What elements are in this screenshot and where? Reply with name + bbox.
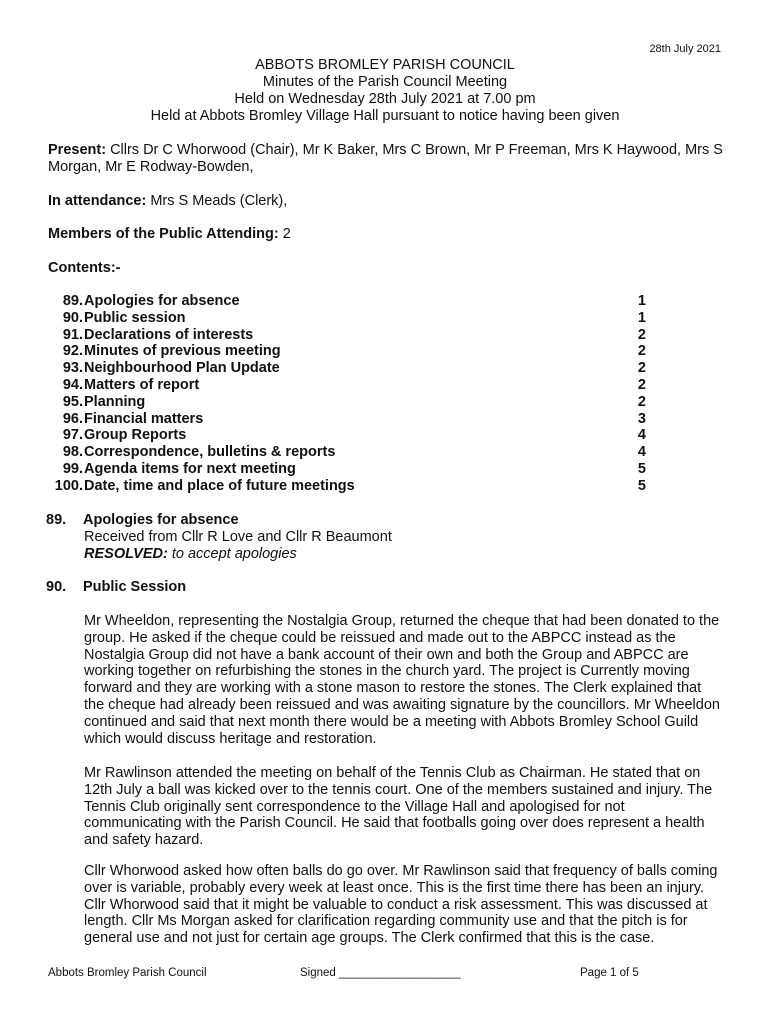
footer-council: Abbots Bromley Parish Council (48, 967, 207, 979)
contents-item-num: 90. (62, 309, 83, 326)
contents-item (46, 360, 646, 377)
contents-item (46, 427, 646, 444)
contents-heading (48, 260, 728, 277)
contents-item-page: 3 (637, 410, 646, 427)
contents-item-num: 92. (62, 343, 83, 360)
contents-item (46, 461, 646, 478)
contents-item-page: 4 (637, 427, 646, 444)
footer-page-number: Page 1 of 5 (580, 967, 639, 979)
paragraph-text: Cllr Whorwood asked how often balls do go over. Mr Rawlinson said that frequency of balls coming over is variable, probably every week at least once. This is the first time there has been an injury. Cllr Whorwood said that it might be valuable to conduct a risk assessment. This was discussed at length. Cllr Ms Morgan asked for clarification regarding community use and that the pitch is for general use and not just for certain age groups. The Clerk confirmed that this is the case. (84, 863, 718, 947)
contents-item-num: 100. (54, 477, 83, 494)
contents-item-label: Group Reports (84, 427, 187, 444)
council-name: ABBOTS BROMLEY PARISH COUNCIL (255, 57, 515, 73)
contents-item-num: 97. (62, 427, 83, 444)
present-text: Cllrs Dr C Whorwood (Chair), Mr K Baker, Mrs C Brown, Mr P Freeman, Mrs K Haywood, Mrs S Morgan, Mr E Rodway-Bowden, (48, 142, 723, 175)
contents-item-label: Minutes of previous meeting (84, 343, 281, 360)
contents-item-page: 2 (637, 343, 646, 360)
resolved-text: to accept apologies (167, 546, 297, 562)
contents-item-num: 99. (62, 460, 83, 477)
section-90-heading (46, 579, 186, 595)
contents-item-page: 2 (637, 360, 646, 377)
contents-item-num: 96. (62, 410, 83, 427)
contents-item-page: 2 (637, 326, 646, 343)
attendance-label: In attendance: (48, 193, 147, 209)
contents-item-label: Matters of report (84, 376, 200, 393)
contents-item (46, 327, 646, 344)
resolution (84, 546, 724, 563)
section-90-paragraph-1 (84, 613, 724, 747)
contents-item-num: 89. (62, 293, 83, 309)
attendance-text: Mrs S Meads (Clerk), (150, 193, 288, 209)
contents-item-label: Agenda items for next meeting (84, 460, 296, 477)
section-number: 89. (46, 512, 67, 528)
section-number: 90. (46, 579, 67, 595)
contents-item-page: 5 (637, 477, 646, 494)
contents-item-page: 1 (637, 293, 646, 309)
contents-item (46, 411, 646, 428)
section-title: Public Session (83, 579, 187, 595)
section-89-heading (46, 512, 239, 528)
public-label: Members of the Public Attending: (48, 226, 279, 242)
attendance (48, 193, 728, 210)
contents-item-num: 95. (62, 393, 83, 410)
document-header (0, 57, 770, 125)
meeting-date: Held on Wednesday 28th July 2021 at 7.00 pm (234, 91, 536, 107)
public-attending (48, 226, 728, 243)
present-label: Present: (48, 142, 107, 158)
document-date: 28th July 2021 (649, 43, 721, 55)
meeting-venue: Held at Abbots Bromley Village Hall pursuant to notice having been given (150, 108, 620, 124)
contents-item-num: 91. (62, 326, 83, 343)
contents-item (46, 293, 646, 310)
contents-item (46, 343, 646, 360)
contents-item-page: 2 (637, 393, 646, 410)
contents-item-label: Planning (84, 393, 146, 410)
contents-item-num: 98. (62, 444, 83, 461)
apologies-text: Received from Cllr R Love and Cllr R Beaumont (84, 529, 392, 545)
contents-item-page: 4 (637, 444, 646, 461)
contents-item-label: Neighbourhood Plan Update (84, 360, 280, 377)
contents-item (46, 377, 646, 394)
footer-signature-line: Signed ___________________ (300, 967, 461, 979)
public-count: 2 (282, 226, 291, 242)
paragraph-text: Mr Wheeldon, representing the Nostalgia Group, returned the cheque that had been donated to the group. He asked if the cheque could be reissued and made out to the ABPCC instead as the Nostalgia Group did not have a bank account of their own and both the Group and ABPCC are working together on refurbishing the stones in the church yard. The project is Currently moving forward and they are working with a stone mason to restore the stones. The Clerk explained that the cheque had already been reissued and was awaiting signature by the councillors. Mr Wheeldon continued and said that next month there would be a meeting with Abbots Bromley School Guild which would discuss heritage and restoration. (84, 613, 720, 747)
section-90-paragraph-2 (84, 765, 724, 849)
contents-item-num: 93. (62, 360, 83, 377)
contents-label: Contents:- (48, 260, 121, 276)
section-89-body (84, 529, 724, 563)
contents-item-label: Date, time and place of future meetings (84, 477, 355, 494)
contents-item (46, 478, 646, 495)
contents-item (46, 394, 646, 411)
section-title: Apologies for absence (83, 512, 239, 528)
minutes-title: Minutes of the Parish Council Meeting (262, 74, 508, 90)
contents-item (46, 310, 646, 327)
contents-item-label: Correspondence, bulletins & reports (84, 444, 336, 461)
contents-item-page: 2 (637, 376, 646, 393)
contents-item (46, 444, 646, 461)
paragraph-text: Mr Rawlinson attended the meeting on behalf of the Tennis Club as Chairman. He stated that on 12th July a ball was kicked over to the tennis court. One of the members sustained and injury. The Tennis Club originally sent correspondence to the Village Hall and apologised for not communicating with the Parish Council. He said that footballs going over does represent a health and safety hazard. (84, 765, 713, 849)
contents-item-label: Apologies for absence (84, 293, 240, 309)
contents-item-label: Declarations of interests (84, 326, 254, 343)
contents-item-page: 1 (637, 309, 646, 326)
resolved-label: RESOLVED: (84, 546, 168, 562)
section-90-paragraph-3 (84, 863, 724, 947)
contents-item-label: Public session (84, 309, 186, 326)
contents-item-label: Financial matters (84, 410, 204, 427)
contents-list (46, 293, 646, 495)
present-list (48, 142, 728, 176)
contents-item-num: 94. (62, 376, 83, 393)
contents-item-page: 5 (637, 460, 646, 477)
